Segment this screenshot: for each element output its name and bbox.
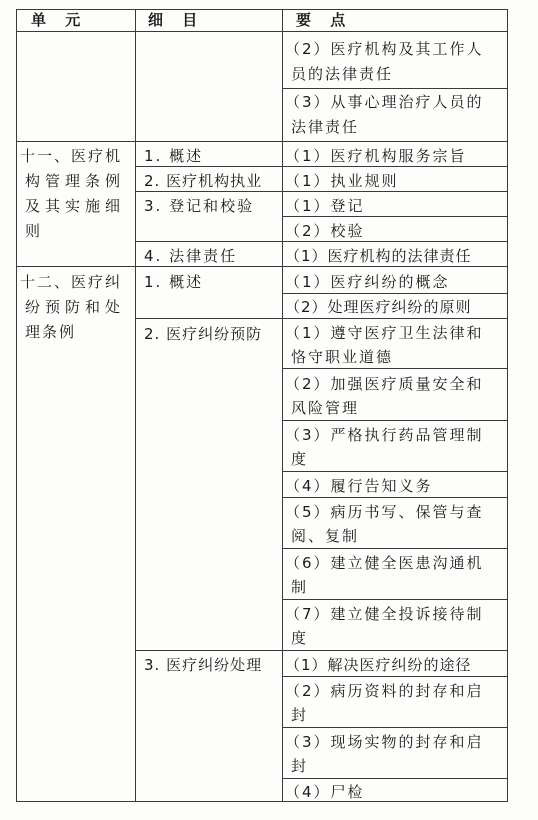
point-text: 封: [291, 757, 309, 775]
point-text: 员的法律责任: [291, 65, 394, 83]
unit-title: 理条例: [25, 323, 77, 341]
item-text: 1. 概述: [144, 147, 204, 165]
point-text: （2）处理医疗纠纷的原则: [285, 298, 472, 316]
header-item: 细 目: [148, 11, 205, 29]
row-divider: [282, 471, 507, 472]
point-text: （3）现场实物的封存和启: [285, 733, 484, 751]
unit-title: 构管理条例: [25, 172, 126, 190]
row-divider: [17, 141, 507, 142]
point-text: （4）尸检: [285, 783, 365, 801]
point-text: （2）加强医疗质量安全和: [285, 375, 484, 393]
point-text: （2）病历资料的封存和启: [285, 682, 484, 700]
point-text: （7）建立健全投诉接待制: [285, 605, 484, 623]
point-text: 制: [291, 578, 309, 596]
row-divider: [282, 778, 507, 779]
unit-title: 十二、医疗纠: [20, 273, 123, 291]
point-text: 恪守职业道德: [291, 348, 394, 366]
row-divider: [282, 88, 507, 89]
point-text: 阅、复制: [291, 527, 360, 545]
item-text: 3. 医疗纠纷处理: [144, 656, 263, 674]
unit-title: 纷预防和处: [25, 298, 126, 316]
point-text: （2）校验: [285, 222, 365, 240]
point-text: （4）履行告知义务: [285, 477, 433, 495]
point-text: （1）解决医疗纠纷的途径: [285, 656, 472, 674]
regulation-outline-table: [16, 9, 508, 802]
point-text: （3）从事心理治疗人员的: [285, 93, 484, 111]
unit-title: 十一、医疗机: [20, 147, 123, 165]
unit-title: 则: [25, 222, 43, 240]
item-text: 3. 登记和校验: [144, 197, 255, 215]
point-text: 度: [291, 450, 309, 468]
row-divider: [135, 650, 507, 651]
row-divider: [17, 31, 507, 32]
item-text: 2. 医疗机构执业: [144, 172, 263, 190]
item-text: 2. 医疗纠纷预防: [144, 325, 263, 343]
row-divider: [282, 548, 507, 549]
point-text: （1）医疗机构服务宗旨: [285, 147, 467, 165]
item-text: 1. 概述: [144, 273, 204, 291]
point-text: （1）医疗机构的法律责任: [285, 247, 472, 265]
point-text: 风险管理: [291, 399, 360, 417]
row-divider: [282, 599, 507, 600]
point-text: （1）医疗纠纷的概念: [285, 273, 450, 291]
point-text: （5）病历书写、保管与查: [285, 503, 484, 521]
point-text: （1）遵守医疗卫生法律和: [285, 324, 484, 342]
row-divider: [282, 420, 507, 421]
unit-title: 及其实施细: [25, 197, 126, 215]
header-point: 要 点: [296, 11, 353, 29]
row-divider: [282, 727, 507, 728]
point-text: （2）医疗机构及其工作人: [285, 40, 484, 58]
column-divider: [135, 10, 136, 801]
point-text: 度: [291, 629, 309, 647]
point-text: 封: [291, 706, 309, 724]
header-unit: 单 元: [31, 11, 88, 29]
point-text: （6）建立健全医患沟通机: [285, 554, 484, 572]
point-text: （1）登记: [285, 197, 365, 215]
point-text: （3）严格执行药品管理制: [285, 426, 484, 444]
column-divider: [282, 10, 283, 801]
point-text: 法律责任: [291, 118, 360, 136]
item-text: 4. 法律责任: [144, 247, 238, 265]
point-text: （1）执业规则: [285, 172, 399, 190]
